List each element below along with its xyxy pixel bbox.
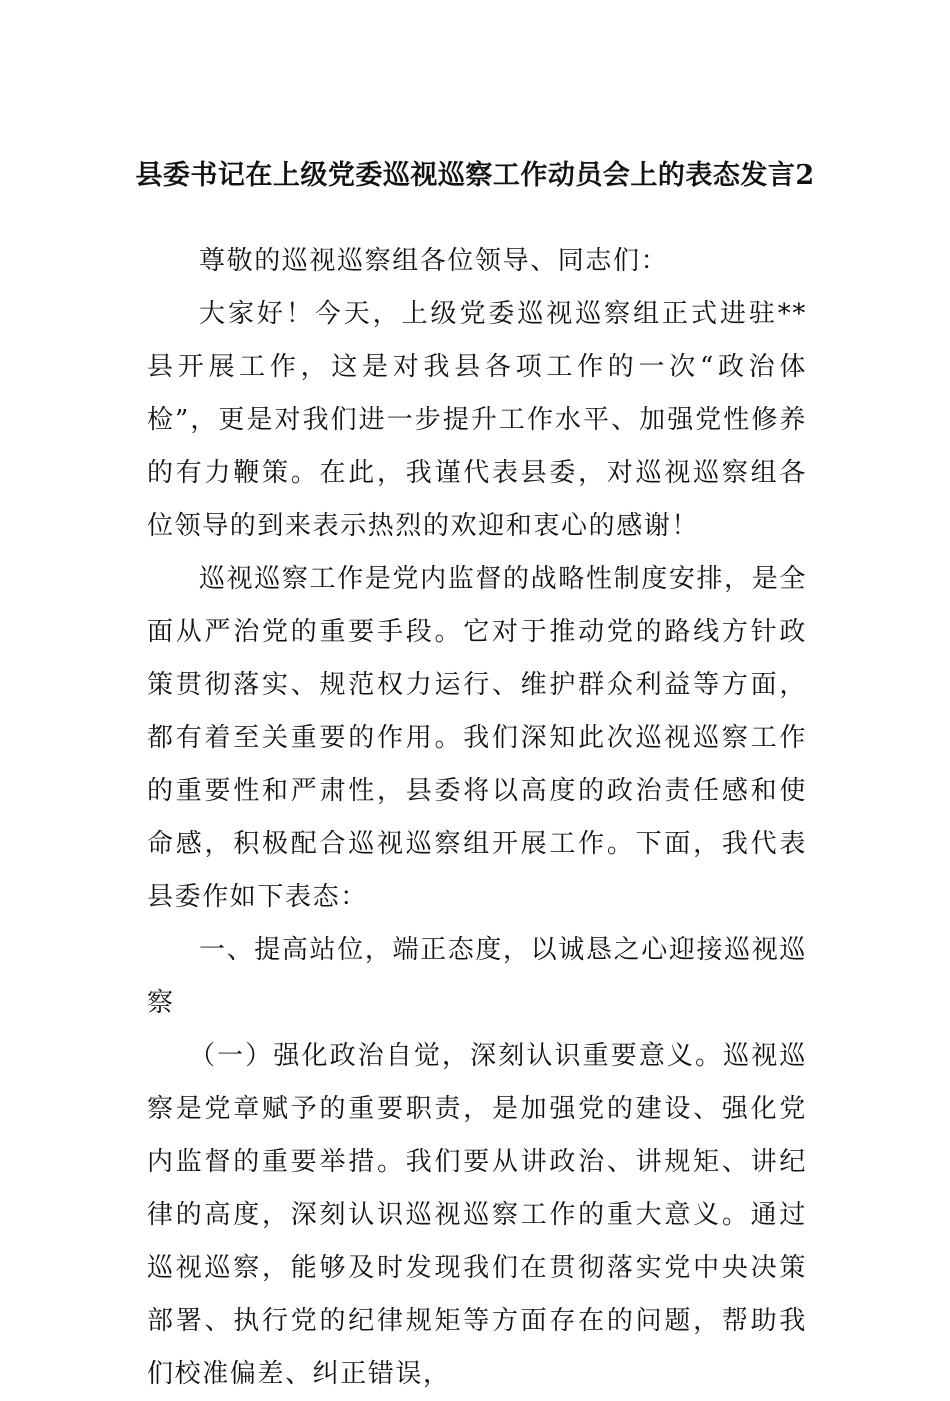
subsection-paragraph-1: （一）强化政治自觉，深刻认识重要意义。巡视巡察是党章赋予的重要职责，是加强党的建设、强化党内监督的重要举措。我们要从讲政治、讲规矩、讲纪律的高度，深刻认识巡视巡察工作的重大意义。通过巡视巡察，能够及时发现我们在贯彻落实党中央决策部署、执行党的纪律规矩等方面存在的问题，帮助我们校准偏差、纠正错误， [147,1041,807,1389]
document-title: 县委书记在上级党委巡视巡察工作动员会上的表态发言2 [135,160,815,191]
greeting-paragraph: 大家好！今天，上级党委巡视巡察组正式进驻**县开展工作，这是对我县各项工作的一次“政治体检”，更是对我们进一步提升工作水平、加强党性修养的有力鞭策。在此，我谨代表县委，对巡视巡察组各位领导的到来表示热烈的欢迎和衷心的感谢！ [147,299,807,541]
significance-paragraph: 巡视巡察工作是党内监督的战略性制度安排，是全面从严治党的重要手段。它对于推动党的路线方针政策贯彻落实、规范权力运行、维护群众利益等方面，都有着至关重要的作用。我们深知此次巡视巡察工作的重要性和严肃性，县委将以高度的政治责任感和使命感，积极配合巡视巡察组开展工作。下面，我代表县委作如下表态： [147,564,807,912]
salutation-paragraph: 尊敬的巡视巡察组各位领导、同志们： [199,246,669,276]
section-heading-1: 一、提高站位，端正态度，以诚恳之心迎接巡视巡察 [147,935,807,1018]
document-body [147,235,807,1401]
